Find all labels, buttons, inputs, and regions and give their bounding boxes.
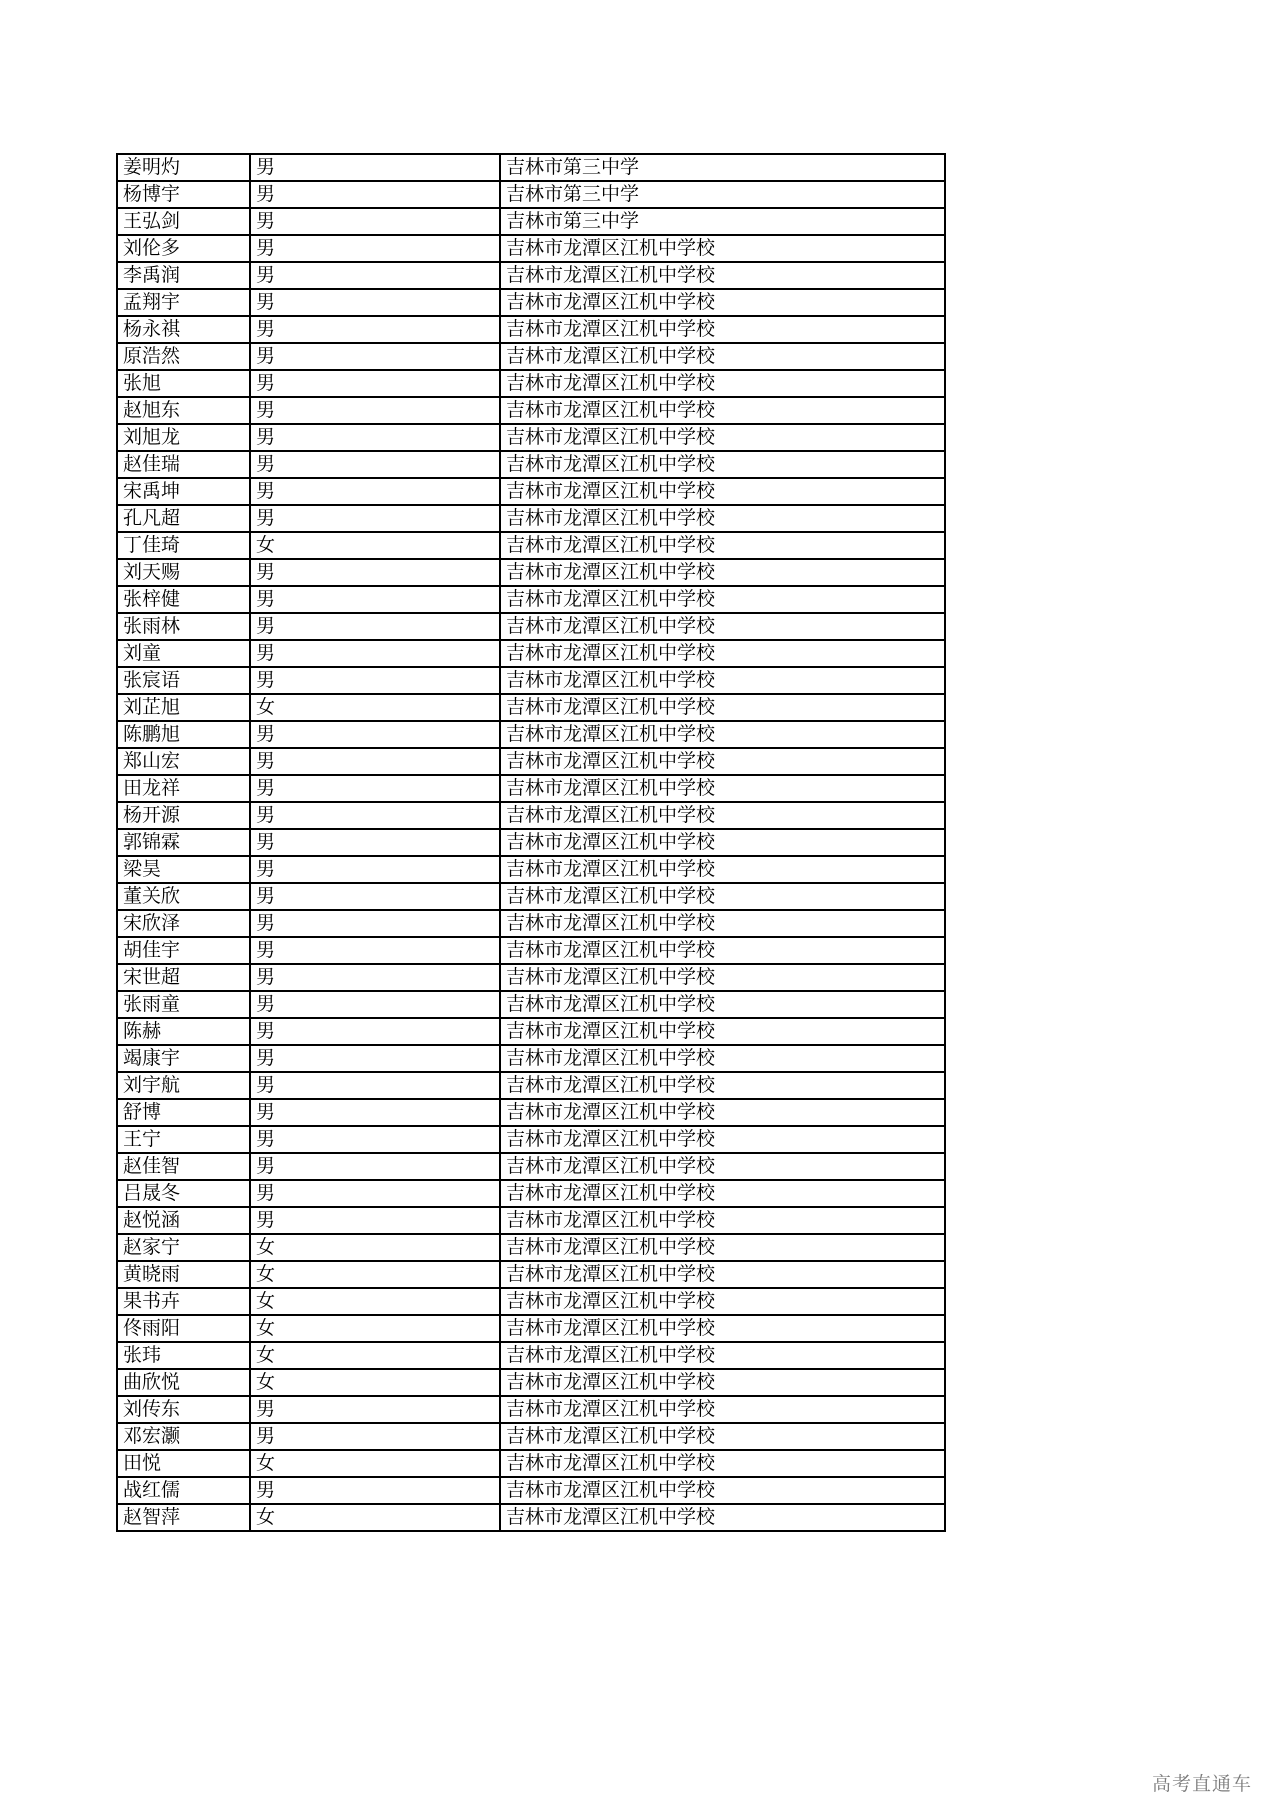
table-row — [117, 1477, 945, 1504]
table-row — [117, 964, 945, 991]
gender-cell: 男 — [250, 1423, 500, 1450]
student-name-cell: 赵家宁 — [117, 1234, 250, 1261]
gender-cell: 男 — [250, 1045, 500, 1072]
student-name-cell: 郭锦霖 — [117, 829, 250, 856]
table-row — [117, 1153, 945, 1180]
table-row — [117, 1315, 945, 1342]
school-cell: 吉林市龙潭区江机中学校 — [500, 1342, 945, 1369]
watermark-text: 高考直通车 — [1151, 1773, 1252, 1795]
table-row — [117, 694, 945, 721]
student-name-cell: 张梓健 — [117, 586, 250, 613]
table-row — [117, 883, 945, 910]
gender-cell: 女 — [250, 1315, 500, 1342]
school-cell: 吉林市龙潭区江机中学校 — [500, 1153, 945, 1180]
gender-cell: 女 — [250, 1342, 500, 1369]
student-name-cell: 孔凡超 — [117, 505, 250, 532]
student-name-cell: 刘旭龙 — [117, 424, 250, 451]
student-name-cell: 赵旭东 — [117, 397, 250, 424]
school-cell: 吉林市龙潭区江机中学校 — [500, 586, 945, 613]
school-cell: 吉林市龙潭区江机中学校 — [500, 424, 945, 451]
student-name-cell: 赵悦涵 — [117, 1207, 250, 1234]
school-cell: 吉林市龙潭区江机中学校 — [500, 1315, 945, 1342]
table-row — [117, 262, 945, 289]
gender-cell: 男 — [250, 829, 500, 856]
school-cell: 吉林市龙潭区江机中学校 — [500, 1018, 945, 1045]
school-cell: 吉林市龙潭区江机中学校 — [500, 289, 945, 316]
table-row — [117, 1126, 945, 1153]
gender-cell: 女 — [250, 1288, 500, 1315]
gender-cell: 男 — [250, 424, 500, 451]
school-cell: 吉林市龙潭区江机中学校 — [500, 991, 945, 1018]
table-row — [117, 1369, 945, 1396]
student-name-cell: 赵智萍 — [117, 1504, 250, 1531]
table-row — [117, 1207, 945, 1234]
student-name-cell: 曲欣悦 — [117, 1369, 250, 1396]
school-cell: 吉林市龙潭区江机中学校 — [500, 370, 945, 397]
gender-cell: 男 — [250, 505, 500, 532]
student-name-cell: 佟雨阳 — [117, 1315, 250, 1342]
gender-cell: 男 — [250, 451, 500, 478]
student-name-cell: 张玮 — [117, 1342, 250, 1369]
student-name-cell: 宋欣泽 — [117, 910, 250, 937]
gender-cell: 男 — [250, 1396, 500, 1423]
gender-cell: 男 — [250, 721, 500, 748]
school-cell: 吉林市龙潭区江机中学校 — [500, 1099, 945, 1126]
gender-cell: 男 — [250, 343, 500, 370]
school-cell: 吉林市龙潭区江机中学校 — [500, 667, 945, 694]
student-name-cell: 邓宏灏 — [117, 1423, 250, 1450]
school-cell: 吉林市龙潭区江机中学校 — [500, 613, 945, 640]
school-cell: 吉林市龙潭区江机中学校 — [500, 694, 945, 721]
gender-cell: 男 — [250, 370, 500, 397]
school-cell: 吉林市龙潭区江机中学校 — [500, 964, 945, 991]
gender-cell: 女 — [250, 1450, 500, 1477]
student-name-cell: 舒博 — [117, 1099, 250, 1126]
table-row — [117, 1342, 945, 1369]
gender-cell: 男 — [250, 397, 500, 424]
gender-cell: 男 — [250, 991, 500, 1018]
gender-cell: 男 — [250, 1099, 500, 1126]
table-row — [117, 721, 945, 748]
school-cell: 吉林市龙潭区江机中学校 — [500, 1126, 945, 1153]
student-name-cell: 刘传东 — [117, 1396, 250, 1423]
school-cell: 吉林市龙潭区江机中学校 — [500, 1450, 945, 1477]
school-cell: 吉林市龙潭区江机中学校 — [500, 883, 945, 910]
roster-body — [117, 154, 945, 1531]
table-row — [117, 1018, 945, 1045]
student-name-cell: 刘宇航 — [117, 1072, 250, 1099]
table-row — [117, 829, 945, 856]
school-cell: 吉林市龙潭区江机中学校 — [500, 1369, 945, 1396]
student-name-cell: 孟翔宇 — [117, 289, 250, 316]
school-cell: 吉林市第三中学 — [500, 181, 945, 208]
table-row — [117, 1234, 945, 1261]
school-cell: 吉林市龙潭区江机中学校 — [500, 748, 945, 775]
gender-cell: 男 — [250, 667, 500, 694]
gender-cell: 男 — [250, 910, 500, 937]
table-row — [117, 775, 945, 802]
student-name-cell: 刘伦多 — [117, 235, 250, 262]
table-row — [117, 154, 945, 181]
school-cell: 吉林市龙潭区江机中学校 — [500, 775, 945, 802]
student-name-cell: 赵佳智 — [117, 1153, 250, 1180]
school-cell: 吉林市龙潭区江机中学校 — [500, 1504, 945, 1531]
table-row — [117, 586, 945, 613]
table-row — [117, 991, 945, 1018]
student-name-cell: 刘芷旭 — [117, 694, 250, 721]
school-cell: 吉林市第三中学 — [500, 208, 945, 235]
student-name-cell: 刘天赐 — [117, 559, 250, 586]
gender-cell: 男 — [250, 937, 500, 964]
table-row — [117, 910, 945, 937]
student-name-cell: 王宁 — [117, 1126, 250, 1153]
gender-cell: 男 — [250, 1477, 500, 1504]
student-name-cell: 田龙祥 — [117, 775, 250, 802]
student-name-cell: 果书卉 — [117, 1288, 250, 1315]
gender-cell: 女 — [250, 1504, 500, 1531]
gender-cell: 女 — [250, 532, 500, 559]
gender-cell: 男 — [250, 586, 500, 613]
gender-cell: 男 — [250, 964, 500, 991]
gender-cell: 男 — [250, 1072, 500, 1099]
gender-cell: 男 — [250, 1126, 500, 1153]
table-row — [117, 532, 945, 559]
school-cell: 吉林市龙潭区江机中学校 — [500, 1396, 945, 1423]
gender-cell: 男 — [250, 802, 500, 829]
table-row — [117, 1288, 945, 1315]
school-cell: 吉林市龙潭区江机中学校 — [500, 1072, 945, 1099]
school-cell: 吉林市龙潭区江机中学校 — [500, 343, 945, 370]
table-row — [117, 559, 945, 586]
school-cell: 吉林市龙潭区江机中学校 — [500, 1180, 945, 1207]
student-name-cell: 竭康宇 — [117, 1045, 250, 1072]
student-name-cell: 宋禹坤 — [117, 478, 250, 505]
school-cell: 吉林市龙潭区江机中学校 — [500, 262, 945, 289]
gender-cell: 女 — [250, 1369, 500, 1396]
gender-cell: 男 — [250, 1180, 500, 1207]
gender-cell: 男 — [250, 289, 500, 316]
table-row — [117, 289, 945, 316]
gender-cell: 男 — [250, 154, 500, 181]
gender-cell: 男 — [250, 613, 500, 640]
table-row — [117, 1072, 945, 1099]
student-name-cell: 田悦 — [117, 1450, 250, 1477]
table-row — [117, 451, 945, 478]
school-cell: 吉林市龙潭区江机中学校 — [500, 802, 945, 829]
table-row — [117, 181, 945, 208]
gender-cell: 男 — [250, 640, 500, 667]
table-row — [117, 1099, 945, 1126]
school-cell: 吉林市龙潭区江机中学校 — [500, 559, 945, 586]
table-row — [117, 316, 945, 343]
table-row — [117, 208, 945, 235]
student-roster-table — [116, 153, 946, 1532]
school-cell: 吉林市龙潭区江机中学校 — [500, 1288, 945, 1315]
school-cell: 吉林市龙潭区江机中学校 — [500, 532, 945, 559]
school-cell: 吉林市龙潭区江机中学校 — [500, 640, 945, 667]
gender-cell: 男 — [250, 775, 500, 802]
table-row — [117, 370, 945, 397]
table-row — [117, 1504, 945, 1531]
school-cell: 吉林市第三中学 — [500, 154, 945, 181]
school-cell: 吉林市龙潭区江机中学校 — [500, 910, 945, 937]
gender-cell: 男 — [250, 559, 500, 586]
school-cell: 吉林市龙潭区江机中学校 — [500, 1045, 945, 1072]
school-cell: 吉林市龙潭区江机中学校 — [500, 505, 945, 532]
table-row — [117, 613, 945, 640]
table-row — [117, 505, 945, 532]
gender-cell: 女 — [250, 694, 500, 721]
student-name-cell: 杨博宇 — [117, 181, 250, 208]
student-name-cell: 赵佳瑞 — [117, 451, 250, 478]
student-name-cell: 张雨童 — [117, 991, 250, 1018]
student-name-cell: 宋世超 — [117, 964, 250, 991]
table-row — [117, 424, 945, 451]
table-row — [117, 640, 945, 667]
student-name-cell: 梁昊 — [117, 856, 250, 883]
student-name-cell: 杨开源 — [117, 802, 250, 829]
gender-cell: 男 — [250, 1207, 500, 1234]
table-row — [117, 1423, 945, 1450]
table-row — [117, 478, 945, 505]
gender-cell: 男 — [250, 181, 500, 208]
table-row — [117, 748, 945, 775]
gender-cell: 男 — [250, 208, 500, 235]
student-name-cell: 张雨林 — [117, 613, 250, 640]
table-row — [117, 1045, 945, 1072]
student-name-cell: 陈赫 — [117, 1018, 250, 1045]
student-name-cell: 吕晟冬 — [117, 1180, 250, 1207]
school-cell: 吉林市龙潭区江机中学校 — [500, 478, 945, 505]
school-cell: 吉林市龙潭区江机中学校 — [500, 1261, 945, 1288]
student-name-cell: 战红儒 — [117, 1477, 250, 1504]
table-row — [117, 937, 945, 964]
gender-cell: 男 — [250, 478, 500, 505]
student-name-cell: 张旭 — [117, 370, 250, 397]
school-cell: 吉林市龙潭区江机中学校 — [500, 937, 945, 964]
gender-cell: 男 — [250, 748, 500, 775]
table-row — [117, 667, 945, 694]
school-cell: 吉林市龙潭区江机中学校 — [500, 1423, 945, 1450]
school-cell: 吉林市龙潭区江机中学校 — [500, 397, 945, 424]
school-cell: 吉林市龙潭区江机中学校 — [500, 316, 945, 343]
school-cell: 吉林市龙潭区江机中学校 — [500, 1477, 945, 1504]
table-row — [117, 1450, 945, 1477]
table-row — [117, 343, 945, 370]
student-name-cell: 胡佳宇 — [117, 937, 250, 964]
student-name-cell: 张宸语 — [117, 667, 250, 694]
gender-cell: 男 — [250, 316, 500, 343]
student-name-cell: 姜明灼 — [117, 154, 250, 181]
school-cell: 吉林市龙潭区江机中学校 — [500, 856, 945, 883]
student-name-cell: 李禹润 — [117, 262, 250, 289]
student-name-cell: 陈鹏旭 — [117, 721, 250, 748]
student-name-cell: 刘童 — [117, 640, 250, 667]
student-name-cell: 原浩然 — [117, 343, 250, 370]
student-name-cell: 王弘剑 — [117, 208, 250, 235]
gender-cell: 男 — [250, 1018, 500, 1045]
student-name-cell: 杨永祺 — [117, 316, 250, 343]
school-cell: 吉林市龙潭区江机中学校 — [500, 235, 945, 262]
table-row — [117, 235, 945, 262]
school-cell: 吉林市龙潭区江机中学校 — [500, 1234, 945, 1261]
school-cell: 吉林市龙潭区江机中学校 — [500, 721, 945, 748]
table-row — [117, 1396, 945, 1423]
student-name-cell: 丁佳琦 — [117, 532, 250, 559]
gender-cell: 女 — [250, 1234, 500, 1261]
school-cell: 吉林市龙潭区江机中学校 — [500, 451, 945, 478]
gender-cell: 女 — [250, 1261, 500, 1288]
student-name-cell: 黄晓雨 — [117, 1261, 250, 1288]
gender-cell: 男 — [250, 883, 500, 910]
table-row — [117, 802, 945, 829]
table-row — [117, 1180, 945, 1207]
gender-cell: 男 — [250, 235, 500, 262]
school-cell: 吉林市龙潭区江机中学校 — [500, 829, 945, 856]
table-row — [117, 856, 945, 883]
table-row — [117, 397, 945, 424]
gender-cell: 男 — [250, 856, 500, 883]
school-cell: 吉林市龙潭区江机中学校 — [500, 1207, 945, 1234]
gender-cell: 男 — [250, 1153, 500, 1180]
table-row — [117, 1261, 945, 1288]
gender-cell: 男 — [250, 262, 500, 289]
student-name-cell: 董关欣 — [117, 883, 250, 910]
student-name-cell: 郑山宏 — [117, 748, 250, 775]
